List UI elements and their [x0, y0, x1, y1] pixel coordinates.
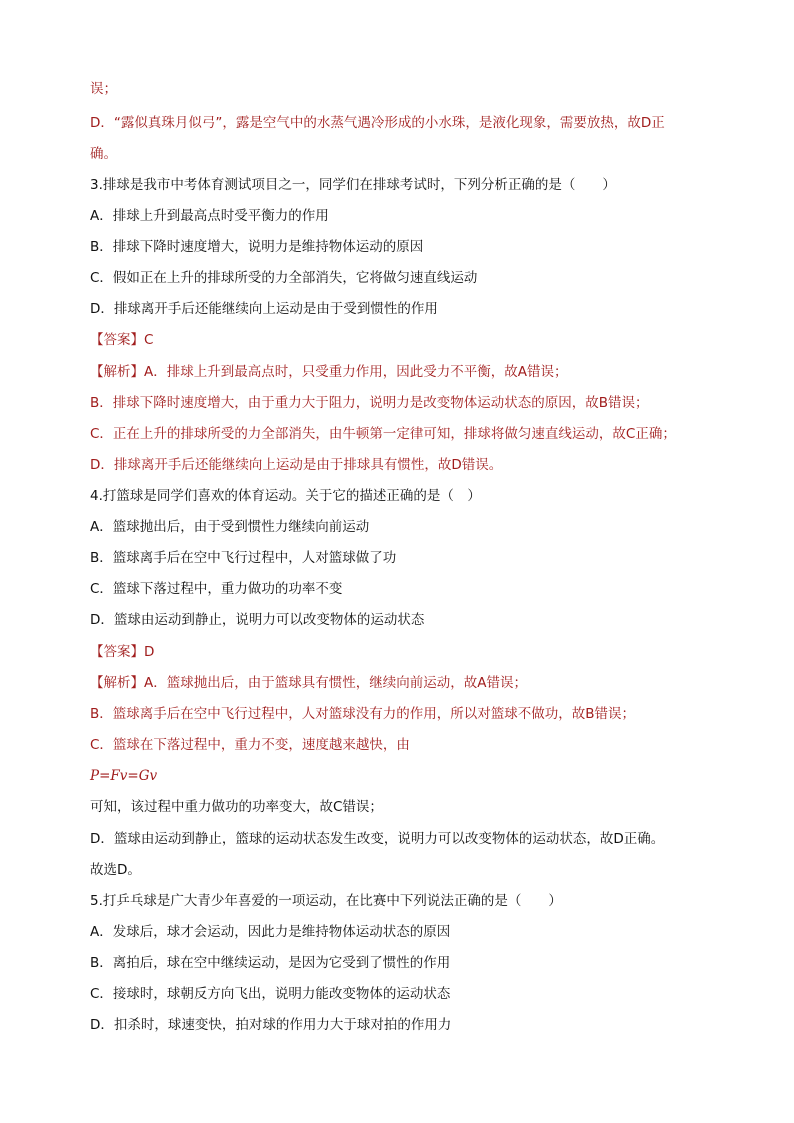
q4-analysis-b: B．篮球离手后在空中飞行过程中，人对篮球没有力的作用，所以对篮球不做功，故B错误；	[90, 706, 636, 722]
prev-analysis-d-line2: 确。	[90, 146, 117, 162]
q4-formula: P=Fv=Gv	[90, 768, 158, 784]
q3-option-a: A．排球上升到最高点时受平衡力的作用	[90, 208, 329, 224]
q5-option-b: B．离拍后，球在空中继续运动，是因为它受到了惯性的作用	[90, 955, 451, 971]
q4-option-c: C．篮球下落过程中，重力做功的功率不变	[90, 581, 343, 597]
prev-analysis-tail: 误；	[90, 81, 117, 97]
q4-option-b: B．篮球离手后在空中飞行过程中，人对篮球做了功	[90, 550, 397, 566]
q4-answer-value: D	[144, 644, 155, 660]
q3-analysis-d: D．排球离开手后还能继续向上运动是由于排球具有惯性，故D错误。	[90, 457, 503, 473]
q4-analysis-cont-2: D．篮球由运动到静止，篮球的运动状态发生改变，说明力可以改变物体的运动状态，故D正确。	[90, 831, 665, 847]
q3-option-b: B．排球下降时速度增大，说明力是维持物体运动的原因	[90, 239, 424, 255]
q4-option-d: D．篮球由运动到静止，说明力可以改变物体的运动状态	[90, 612, 425, 628]
q4-answer-label: 【答案】	[90, 644, 144, 660]
q4-analysis-cont-1: 可知，该过程中重力做功的功率变大，故C错误；	[90, 799, 383, 815]
q4-analysis-a	[90, 673, 527, 693]
q4-answer	[90, 642, 154, 662]
q3-analysis-label: 【解析】	[90, 364, 144, 380]
q3-answer-value: C	[144, 332, 154, 348]
prev-analysis-d-line1: D．“露似真珠月似弓”，露是空气中的水蒸气遇冷形成的小水珠，是液化现象，需要放热，故D正	[90, 115, 665, 131]
q3-analysis-a	[90, 362, 567, 382]
q4-option-a: A．篮球抛出后，由于受到惯性力继续向前运动	[90, 519, 370, 535]
q3-option-d: D．排球离开手后还能继续向上运动是由于受到惯性的作用	[90, 301, 438, 317]
q5-stem: 5.打乒乓球是广大青少年喜爱的一项运动，在比赛中下列说法正确的是（ ）	[90, 893, 562, 909]
q3-analysis-c: C．正在上升的排球所受的力全部消失，由牛顿第一定律可知，排球将做匀速直线运动，故C正确；	[90, 426, 676, 442]
q5-option-a: A．发球后，球才会运动，因此力是维持物体运动状态的原因	[90, 924, 451, 940]
q3-analysis-a-text: A．排球上升到最高点时，只受重力作用，因此受力不平衡，故A错误；	[144, 364, 568, 380]
q5-option-d: D．扣杀时，球速变快，拍对球的作用力大于球对拍的作用力	[90, 1017, 452, 1033]
q4-stem: 4.打篮球是同学们喜欢的体育运动。关于它的描述正确的是（ ）	[90, 488, 481, 504]
q5-option-c: C．接球时，球朝反方向飞出，说明力能改变物体的运动状态	[90, 986, 451, 1002]
q3-stem: 3.排球是我市中考体育测试项目之一，同学们在排球考试时，下列分析正确的是（ ）	[90, 177, 616, 193]
q4-analysis-c: C．篮球在下落过程中，重力不变，速度越来越快，由	[90, 737, 410, 753]
q3-answer-label: 【答案】	[90, 332, 144, 348]
q3-answer	[90, 330, 153, 350]
q3-analysis-b: B．排球下降时速度增大，由于重力大于阻力，说明力是改变物体运动状态的原因，故B错误；	[90, 395, 649, 411]
q3-option-c: C．假如正在上升的排球所受的力全部消失，它将做匀速直线运动	[90, 270, 478, 286]
q4-analysis-label: 【解析】	[90, 675, 144, 691]
q4-analysis-cont-3: 故选D。	[90, 862, 141, 878]
q4-analysis-a-text: A．篮球抛出后，由于篮球具有惯性，继续向前运动，故A错误；	[144, 675, 527, 691]
